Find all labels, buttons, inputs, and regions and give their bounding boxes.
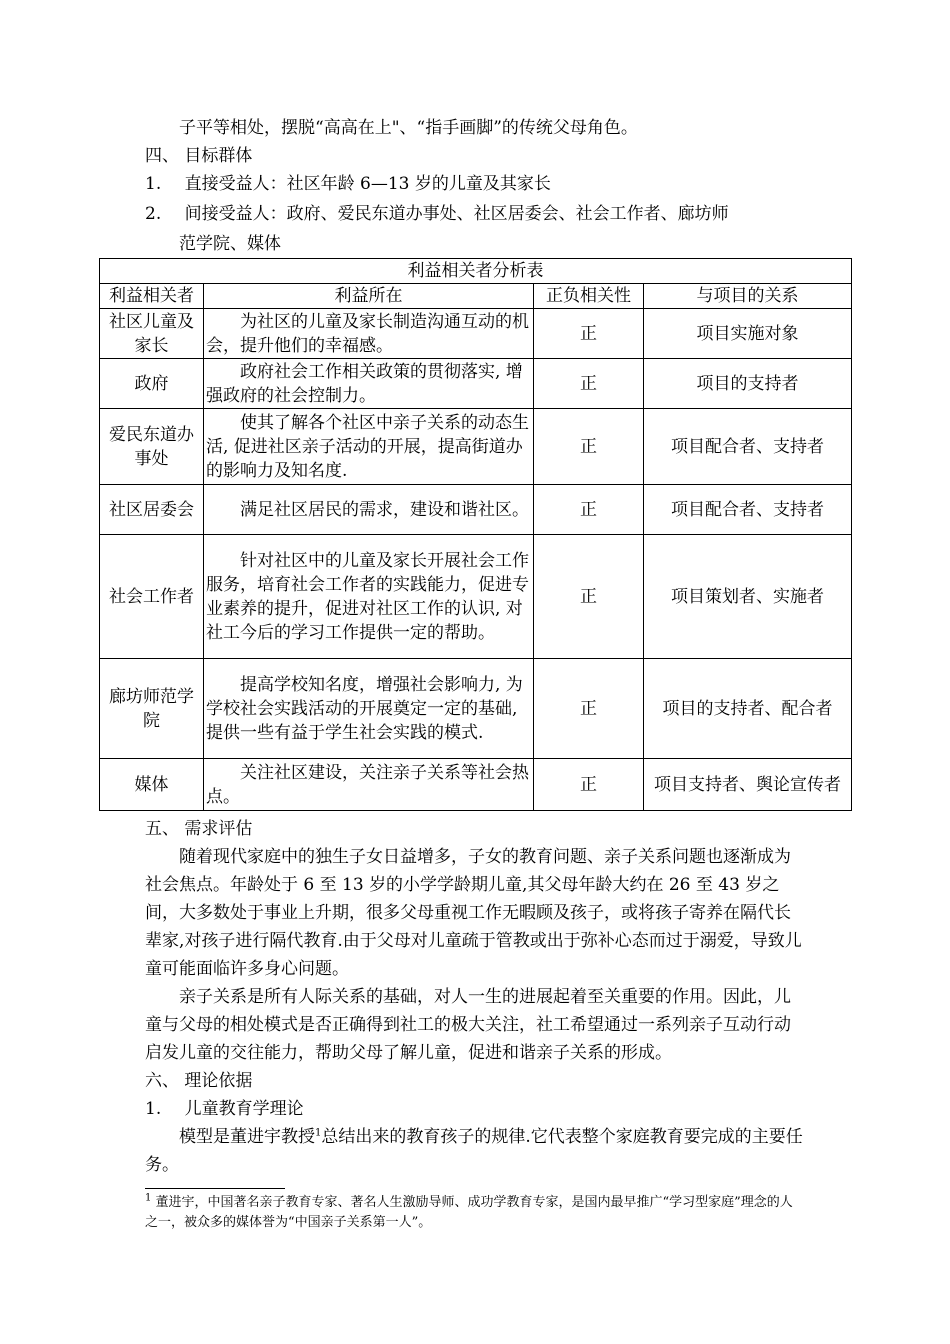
interest-cell: 为社区的儿童及家长制造沟通互动的机会，提升他们的幸福感。 — [204, 309, 534, 359]
interest-cell: 提高学校知名度，增强社会影响力, 为学校社会实践活动的开展奠定一定的基础, 提供一些有益于学生社会实践的模式. — [204, 659, 534, 759]
item-text: 直接受益人：社区年龄 6—13 岁的儿童及其家长 — [184, 174, 551, 194]
interest-cell: 使其了解各个社区中亲子关系的动态生活, 促进社区亲子活动的开展，提高街道办的影响力及知名度. — [204, 409, 534, 485]
sign-cell: 正 — [534, 659, 644, 759]
table-row — [100, 309, 852, 359]
paragraph-text: 总结出来的教育孩子的规律.它代表整个家庭教育要完成的主要任务。 — [145, 1127, 803, 1175]
relation-cell: 项目的支持者 — [644, 359, 852, 409]
header-stakeholder: 利益相关者 — [100, 284, 204, 309]
item-text: 儿童教育学理论 — [184, 1099, 304, 1119]
table-row — [100, 759, 852, 811]
sign-cell: 正 — [534, 309, 644, 359]
intro-line: 子平等相处，摆脱“高高在上"、“指手画脚”的传统父母角色。 — [179, 118, 638, 138]
section-6-paragraph — [145, 1123, 805, 1179]
stakeholder-cell: 爱民东道办事处 — [100, 409, 204, 485]
sign-cell: 正 — [534, 485, 644, 535]
stakeholder-cell: 廊坊师范学院 — [100, 659, 204, 759]
table-row — [100, 409, 852, 485]
relation-cell: 项目配合者、支持者 — [644, 485, 852, 535]
stakeholder-cell: 社区居委会 — [100, 485, 204, 535]
table-row — [100, 659, 852, 759]
header-interest: 利益所在 — [204, 284, 534, 309]
interest-cell: 针对社区中的儿童及家长开展社会工作服务，培育社会工作者的实践能力，促进专业素养的提升，促进对社区工作的认识, 对社工今后的学习工作提供一定的帮助。 — [204, 535, 534, 659]
relation-cell: 项目配合者、支持者 — [644, 409, 852, 485]
footnote-reference[interactable]: 1 — [315, 1127, 322, 1139]
stakeholder-cell: 社区儿童及家长 — [100, 309, 204, 359]
sign-cell: 正 — [534, 535, 644, 659]
header-sign: 正负相关性 — [534, 284, 644, 309]
relation-cell: 项目策划者、实施者 — [644, 535, 852, 659]
section-5-paragraph-2: 亲子关系是所有人际关系的基础，对人一生的进展起着至关重要的作用。因此，儿童与父母的相处模式是否正确得到社工的极大关注，社工希望通过一系列亲子互动行动启发儿童的交往能力，帮助父母了解儿童，促进和谐亲子关系的形成。 — [145, 987, 791, 1063]
item-number: 2. — [145, 204, 162, 224]
footnote-mark: 1 — [145, 1192, 152, 1204]
table-row — [100, 535, 852, 659]
section-5-paragraph-1: 随着现代家庭中的独生子女日益增多，子女的教育问题、亲子关系问题也逐渐成为社会焦点。年龄处于 6 至 13 岁的小学学龄期儿童,其父母年龄大约在 26 至 43 岁之间，大多数处于事业上升期，很多父母重视工作无暇顾及孩子，或将孩子寄养在隔代长辈家,对孩子进行隔代教育.由于父母对儿童疏于管教或出于弥补心态而过于溺爱，导致儿童可能面临许多身心问题。 — [145, 847, 802, 979]
table-row — [100, 485, 852, 535]
table-header-row — [100, 284, 852, 309]
sign-cell: 正 — [534, 409, 644, 485]
interest-cell: 满足社区居民的需求，建设和谐社区。 — [204, 485, 534, 535]
item-number: 1. — [145, 1099, 162, 1119]
footnote-text: 董进宇，中国著名亲子教育专家、著名人生激励导师、成功学教育专家，是国内最早推广“学习型家庭”理念的人之一，被众多的媒体誉为“中国亲子关系第一人”。 — [145, 1195, 793, 1230]
section-6-item-1 — [145, 1095, 304, 1123]
relation-cell: 项目支持者、舆论宣传者 — [644, 759, 852, 811]
section-4-item-2 — [145, 200, 729, 228]
stakeholder-cell: 政府 — [100, 359, 204, 409]
header-relation: 与项目的关系 — [644, 284, 852, 309]
section-6-heading: 六、 理论依据 — [145, 1071, 253, 1091]
item-text: 间接受益人：政府、爱民东道办事处、社区居委会、社会工作者、廊坊师 — [184, 204, 729, 224]
section-4-heading: 四、 目标群体 — [145, 146, 253, 166]
relation-cell: 项目的支持者、配合者 — [644, 659, 852, 759]
stakeholder-cell: 媒体 — [100, 759, 204, 811]
table-title-row — [100, 259, 852, 284]
paragraph-text: 模型是董进宇教授 — [179, 1127, 315, 1147]
sign-cell: 正 — [534, 759, 644, 811]
section-4-item-2-continued: 范学院、媒体 — [179, 234, 281, 254]
sign-cell: 正 — [534, 359, 644, 409]
table-row — [100, 359, 852, 409]
footnote — [145, 1193, 805, 1233]
interest-cell: 关注社区建设，关注亲子关系等社会热点。 — [204, 759, 534, 811]
relation-cell: 项目实施对象 — [644, 309, 852, 359]
table-title: 利益相关者分析表 — [100, 259, 852, 284]
stakeholder-cell: 社会工作者 — [100, 535, 204, 659]
footnote-separator — [145, 1188, 285, 1189]
stakeholder-analysis-table — [99, 258, 852, 811]
interest-cell: 政府社会工作相关政策的贯彻落实, 增强政府的社会控制力。 — [204, 359, 534, 409]
section-5-heading: 五、 需求评估 — [145, 819, 253, 839]
section-4-item-1 — [145, 170, 551, 198]
item-number: 1. — [145, 174, 162, 194]
